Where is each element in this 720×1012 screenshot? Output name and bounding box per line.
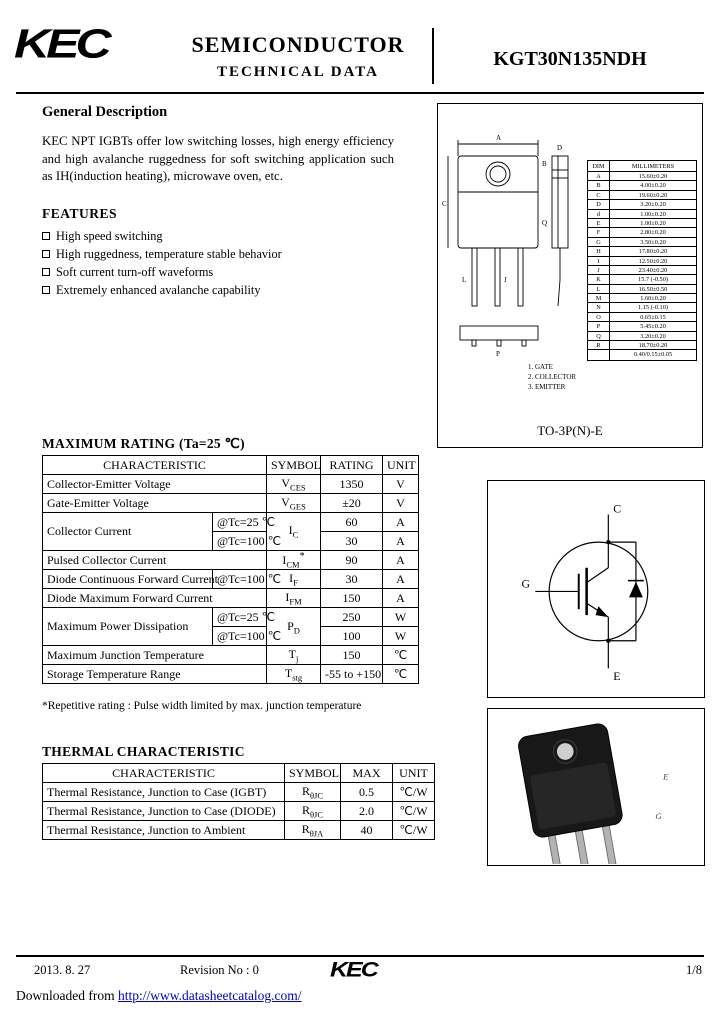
unit-cell: V — [383, 494, 419, 513]
dim-row: O 0.65±0.15 — [588, 313, 696, 322]
doc-subtitle: TECHNICAL DATA — [216, 64, 380, 80]
dim-row: F 2.80±0.20 — [588, 228, 696, 237]
checkbox-icon — [42, 286, 50, 294]
thermal-heading: THERMAL CHARACTERISTIC — [42, 744, 245, 759]
unit-cell: A — [383, 532, 419, 551]
dim-callout: B — [542, 160, 547, 168]
unit-cell: A — [383, 589, 419, 608]
features-heading: FEATURES — [42, 206, 118, 221]
dim-row: 0.40/0.15±0.05 — [588, 350, 696, 359]
table-header-row — [43, 456, 419, 475]
dim-table-body — [588, 172, 696, 360]
characteristic-cell: Collector-Emitter Voltage — [43, 475, 267, 494]
pin-notes — [528, 362, 576, 392]
symbol-cell: $I_{CM}^*$ — [267, 551, 321, 570]
download-bar — [16, 988, 302, 1004]
download-prefix: Downloaded from — [16, 988, 118, 1003]
dim-row: J 23.40±0.20 — [588, 266, 696, 275]
table-row — [43, 646, 419, 665]
dim-row: E 1.00±0.20 — [588, 219, 696, 228]
table-row — [43, 665, 419, 684]
max-rating-heading: MAXIMUM RATING (Ta=25 ℃) — [42, 436, 245, 451]
characteristic-cell: Pulsed Collector Current — [43, 551, 267, 570]
dim-row: G 3.50±0.20 — [588, 238, 696, 247]
part-number: KGT30N135NDH — [493, 48, 647, 70]
feature-item: Extremely enhanced avalanche capability — [42, 281, 282, 299]
header-divider — [432, 28, 434, 84]
dim-row: P 5.45±0.20 — [588, 322, 696, 331]
dim-table — [587, 160, 697, 361]
max-cell: 0.5 — [341, 783, 393, 802]
table-row — [43, 475, 419, 494]
footer-kec-logo: KEC — [330, 958, 377, 982]
dim-row: B 4.00±0.20 — [588, 181, 696, 190]
table-row — [43, 608, 419, 627]
symbol-cell: $I_F$ — [267, 570, 321, 589]
col-header: UNIT — [393, 764, 435, 783]
header-rule — [16, 92, 704, 94]
condition-cell: @Tc=100 ℃ — [213, 570, 267, 589]
package-caption: TO-3P(N)-E — [537, 423, 603, 438]
dim-row: C 19.60±0.20 — [588, 191, 696, 200]
symbol-cell: $T_{stg}$ — [267, 665, 321, 684]
table-row — [43, 513, 419, 532]
table-row — [43, 494, 419, 513]
collector-label: C — [613, 501, 622, 516]
rating-cell: 150 — [321, 589, 383, 608]
unit-cell: A — [383, 551, 419, 570]
characteristic-cell: Thermal Resistance, Junction to Ambient — [43, 821, 285, 840]
condition-cell: @Tc=25 ℃ — [213, 608, 267, 627]
table-row — [43, 551, 419, 570]
circuit-box — [487, 480, 705, 698]
dim-callout: C — [442, 200, 447, 208]
title-block — [168, 32, 428, 81]
symbol-cell: $I_{FM}$ — [267, 589, 321, 608]
rating-cell: 150 — [321, 646, 383, 665]
dim-callout: L — [462, 276, 467, 284]
unit-cell: W — [383, 608, 419, 627]
dim-callout: A — [496, 134, 502, 142]
dim-row: I 12.50±0.20 — [588, 257, 696, 266]
dim-row: D 3.20±0.20 — [588, 200, 696, 209]
unit-cell: W — [383, 627, 419, 646]
symbol-cell: $R_{\theta JC}$ — [285, 783, 341, 802]
dim-row: d 1.00±0.20 — [588, 210, 696, 219]
feature-item: High ruggedness, temperature stable behavior — [42, 245, 282, 263]
table-header-row — [43, 764, 435, 783]
rating-cell: 1350 — [321, 475, 383, 494]
unit-cell: V — [383, 475, 419, 494]
characteristic-cell: Collector Current — [43, 513, 213, 551]
max-cell: 40 — [341, 821, 393, 840]
thermal-table — [42, 763, 435, 840]
dim-callout: P — [496, 350, 500, 358]
package-outline-box — [437, 103, 703, 448]
dim-table-header — [588, 161, 696, 172]
doc-title: SEMICONDUCTOR — [191, 32, 405, 57]
characteristic-cell: Thermal Resistance, Junction to Case (DIODE) — [43, 802, 285, 821]
feature-item: Soft current turn-off waveforms — [42, 263, 282, 281]
table-row — [43, 589, 419, 608]
rating-cell: ±20 — [321, 494, 383, 513]
unit-cell: A — [383, 513, 419, 532]
table-row — [43, 802, 435, 821]
characteristic-cell: Maximum Power Dissipation — [43, 608, 213, 646]
dim-callout: J — [504, 276, 507, 284]
dim-row: A 15.60±0.20 — [588, 172, 696, 181]
rating-footnote: *Repetitive rating : Pulse width limited by max. junction temperature — [42, 700, 362, 712]
dim-row: Q 3.20±0.20 — [588, 332, 696, 341]
dim-row: K 15.7 (-0.50) — [588, 275, 696, 284]
characteristic-cell: Diode Continuous Forward Current — [43, 570, 213, 589]
rating-cell: -55 to +150 — [321, 665, 383, 684]
footer-page-number: 1/8 — [686, 963, 702, 977]
rating-cell: 250 — [321, 608, 383, 627]
footer-revision: Revision No : 0 — [180, 963, 259, 977]
symbol-cell: $T_j$ — [267, 646, 321, 665]
package-photo-box — [487, 708, 705, 866]
dim-col-label: DIM — [588, 161, 610, 172]
checkbox-icon — [42, 232, 50, 240]
characteristic-cell: Thermal Resistance, Junction to Case (IGBT) — [43, 783, 285, 802]
characteristic-cell: Gate-Emitter Voltage — [43, 494, 267, 513]
features-list — [42, 227, 282, 299]
emitter-label: E — [613, 669, 621, 684]
symbol-cell: $I_C$ — [267, 513, 321, 551]
photo-emitter-label: E — [663, 771, 669, 782]
igbt-circuit-diagram — [488, 481, 703, 696]
rating-cell: 60 — [321, 513, 383, 532]
characteristic-cell: Diode Maximum Forward Current — [43, 589, 267, 608]
footer-rule — [16, 955, 704, 957]
pin-note: 3. EMITTER — [528, 383, 566, 391]
general-description-heading: General Description — [42, 104, 168, 120]
unit-cell: ℃ — [383, 665, 419, 684]
dim-row: N 1.15 (-0.10) — [588, 303, 696, 312]
condition-cell: @Tc=25 ℃ — [213, 513, 267, 532]
rating-cell: 30 — [321, 532, 383, 551]
col-header: CHARACTERISTIC — [43, 456, 267, 475]
col-header: UNIT — [383, 456, 419, 475]
dim-callout: Q — [542, 219, 548, 227]
dim-row: L 16.50±0.50 — [588, 285, 696, 294]
table-row — [43, 783, 435, 802]
condition-cell: @Tc=100 ℃ — [213, 532, 267, 551]
unit-cell: ℃ — [383, 646, 419, 665]
dim-row: M 1.60±0.20 — [588, 294, 696, 303]
symbol-cell: $V_{CES}$ — [267, 475, 321, 494]
dim-callout: D — [557, 144, 563, 152]
col-header: MAX — [341, 764, 393, 783]
symbol-cell: $R_{\theta JC}$ — [285, 802, 341, 821]
rating-cell: 30 — [321, 570, 383, 589]
col-header: SYMBOL — [285, 764, 341, 783]
kec-logo: KEC — [14, 20, 108, 67]
download-link[interactable]: http://www.datasheetcatalog.com/ — [117, 988, 302, 1003]
table-row — [43, 821, 435, 840]
characteristic-cell: Storage Temperature Range — [43, 665, 267, 684]
table-row — [43, 570, 419, 589]
unit-cell: ℃/W — [393, 783, 435, 802]
pin-note: 1. GATE — [528, 363, 553, 371]
dim-row: R 18.70±0.20 — [588, 341, 696, 350]
col-header: CHARACTERISTIC — [43, 764, 285, 783]
footer-date: 2013. 8. 27 — [34, 963, 91, 977]
symbol-cell: $R_{\theta JA}$ — [285, 821, 341, 840]
unit-cell: ℃/W — [393, 802, 435, 821]
package-photo — [488, 709, 703, 864]
symbol-cell: $V_{GES}$ — [267, 494, 321, 513]
feature-item: High speed switching — [42, 227, 282, 245]
general-description-text: KEC NPT IGBTs offer low switching losses, high energy efficiency and high avalanche ruggedness for soft switching application such as IH(induction heating), microwave oven, etc. — [42, 134, 394, 183]
dim-col-label: MILLIMETERS — [631, 163, 675, 170]
condition-cell: @Tc=100 ℃ — [213, 627, 267, 646]
dim-row: H 17.80±0.20 — [588, 247, 696, 256]
photo-gate-label: G — [655, 810, 662, 821]
checkbox-icon — [42, 268, 50, 276]
rating-cell: 100 — [321, 627, 383, 646]
symbol-cell: $P_D$ — [267, 608, 321, 646]
gate-label: G — [521, 576, 531, 591]
characteristic-cell: Maximum Junction Temperature — [43, 646, 267, 665]
col-header: RATING — [321, 456, 383, 475]
checkbox-icon — [42, 250, 50, 258]
unit-cell: A — [383, 570, 419, 589]
pin-note: 2. COLLECTOR — [528, 373, 577, 381]
max-cell: 2.0 — [341, 802, 393, 821]
max-rating-table — [42, 455, 419, 684]
col-header: SYMBOL — [267, 456, 321, 475]
unit-cell: ℃/W — [393, 821, 435, 840]
rating-cell: 90 — [321, 551, 383, 570]
